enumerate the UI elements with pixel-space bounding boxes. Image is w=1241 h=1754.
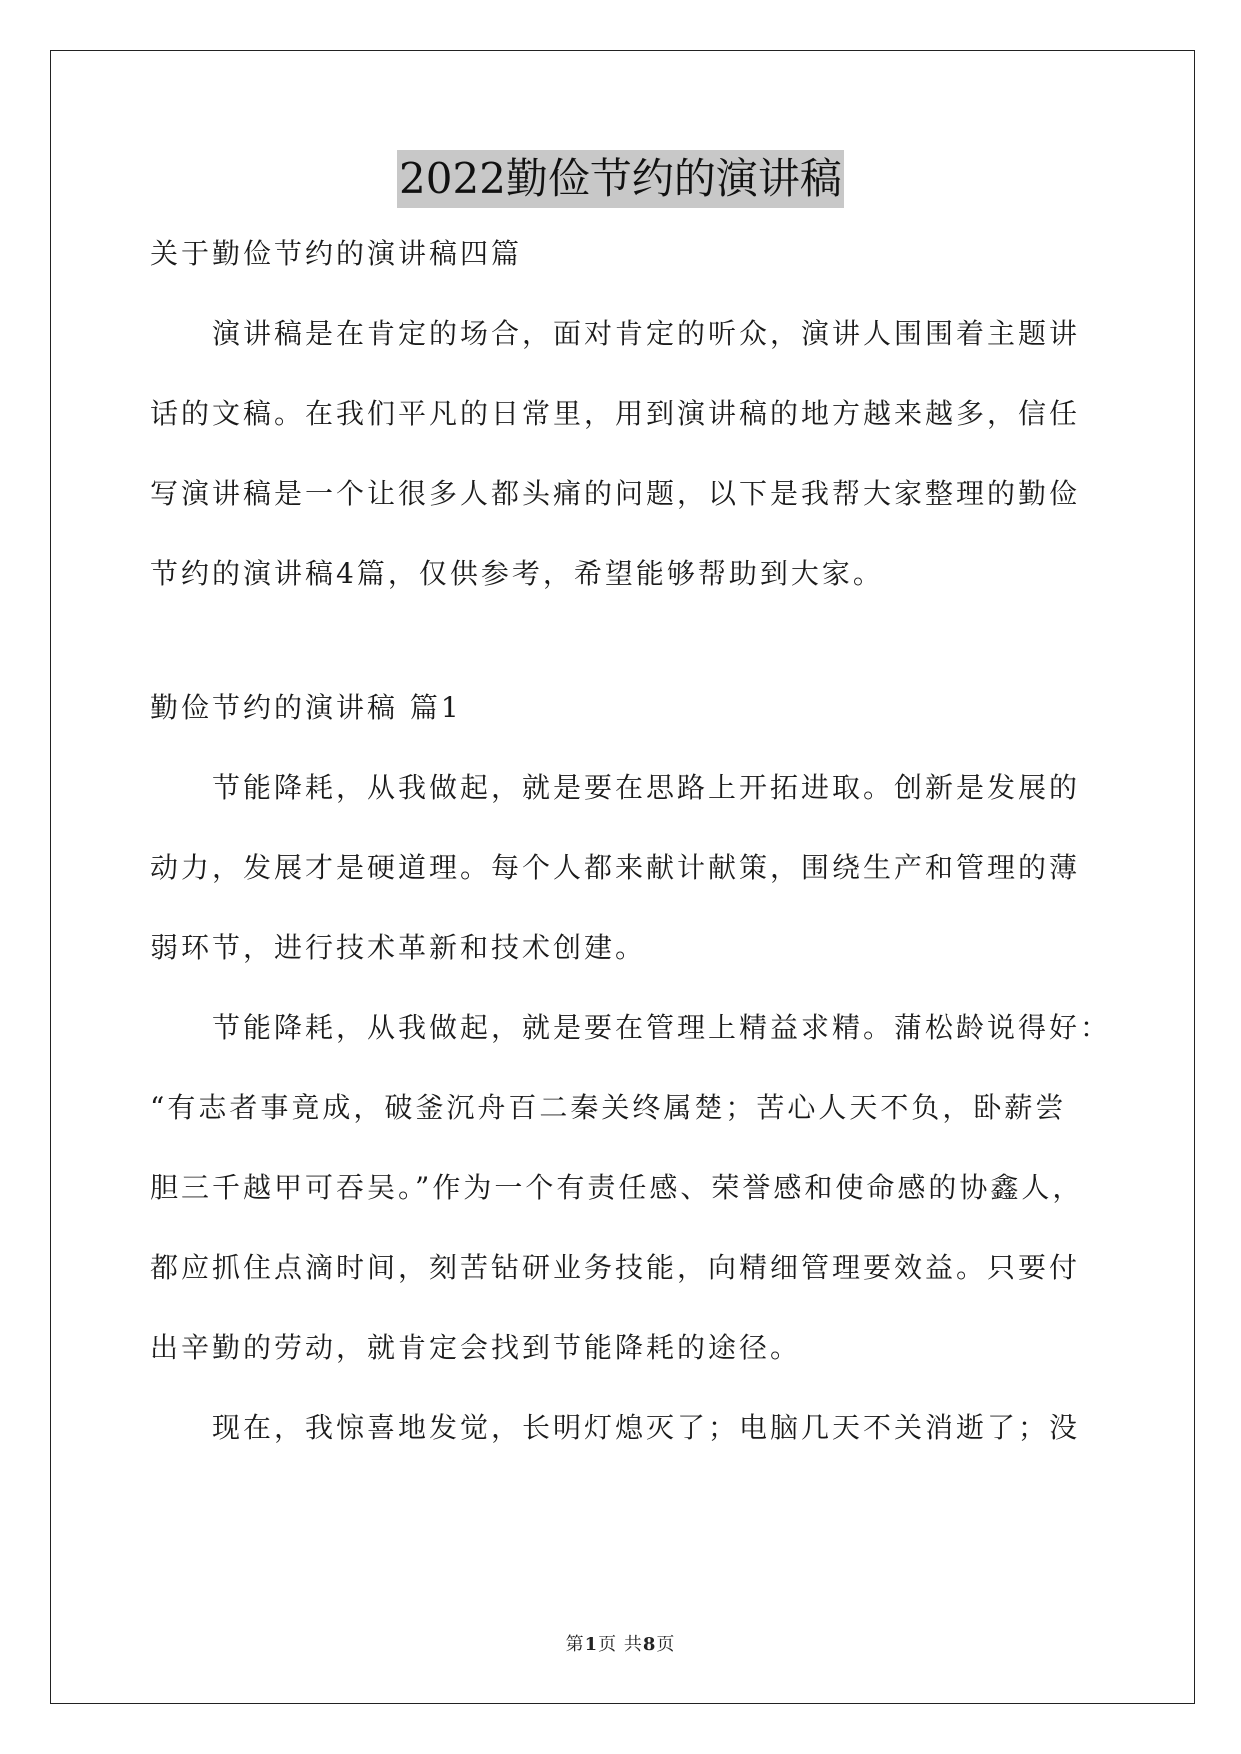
paragraph-line: 出辛勤的劳动，就肯定会找到节能降耗的途径。 [150,1331,802,1364]
current-page-number: 1 [584,1634,599,1655]
intro-line: 演讲稿是在肯定的场合，面对肯定的听众，演讲人围围着主题讲 [212,317,1081,350]
paragraph-line: 弱环节，进行技术革新和技术创建。 [150,931,647,964]
title-wrapper [0,150,1241,208]
intro-line: 话的文稿。在我们平凡的日常里，用到演讲稿的地方越来越多，信任 [150,397,1081,430]
intro-line: 节约的演讲稿4篇，仅供参考，希望能够帮助到大家。 [150,557,884,590]
paragraph-line: “有志者事竟成，破釜沉舟百二秦关终属楚；苦心人天不负，卧薪尝 [150,1091,1067,1124]
footer-prefix: 第 [565,1634,585,1655]
section-spacer [150,636,1095,690]
page-footer [0,1630,1241,1656]
paragraph-line: 节能降耗，从我做起，就是要在思路上开拓进取。创新是发展的 [212,771,1081,804]
total-pages-number: 8 [642,1634,657,1655]
paragraph-line: 现在，我惊喜地发觉，长明灯熄灭了；电脑几天不关消逝了；没 [212,1411,1081,1444]
section-heading: 勤俭节约的演讲稿 篇1 [150,691,462,724]
document-body [150,236,1112,1490]
intro-line: 写演讲稿是一个让很多人都头痛的问题，以下是我帮大家整理的勤俭 [150,477,1081,510]
paragraph-line: 动力，发展才是硬道理。每个人都来献计献策，围绕生产和管理的薄 [150,851,1081,884]
paragraph-line: 都应抓住点滴时间，刻苦钻研业务技能，向精细管理要效益。只要付 [150,1251,1081,1284]
footer-mid: 页 共 [598,1634,643,1655]
document-subtitle: 关于勤俭节约的演讲稿四篇 [150,237,523,270]
footer-suffix: 页 [656,1634,676,1655]
paragraph-line: 节能降耗，从我做起，就是要在管理上精益求精。蒲松龄说得好： [212,1011,1112,1044]
paragraph-line: 胆三千越甲可吞吴。”作为一个有责任感、荣誉感和使命感的协鑫人， [150,1171,1084,1204]
document-title: 2022勤俭节约的演讲稿 [397,150,844,208]
